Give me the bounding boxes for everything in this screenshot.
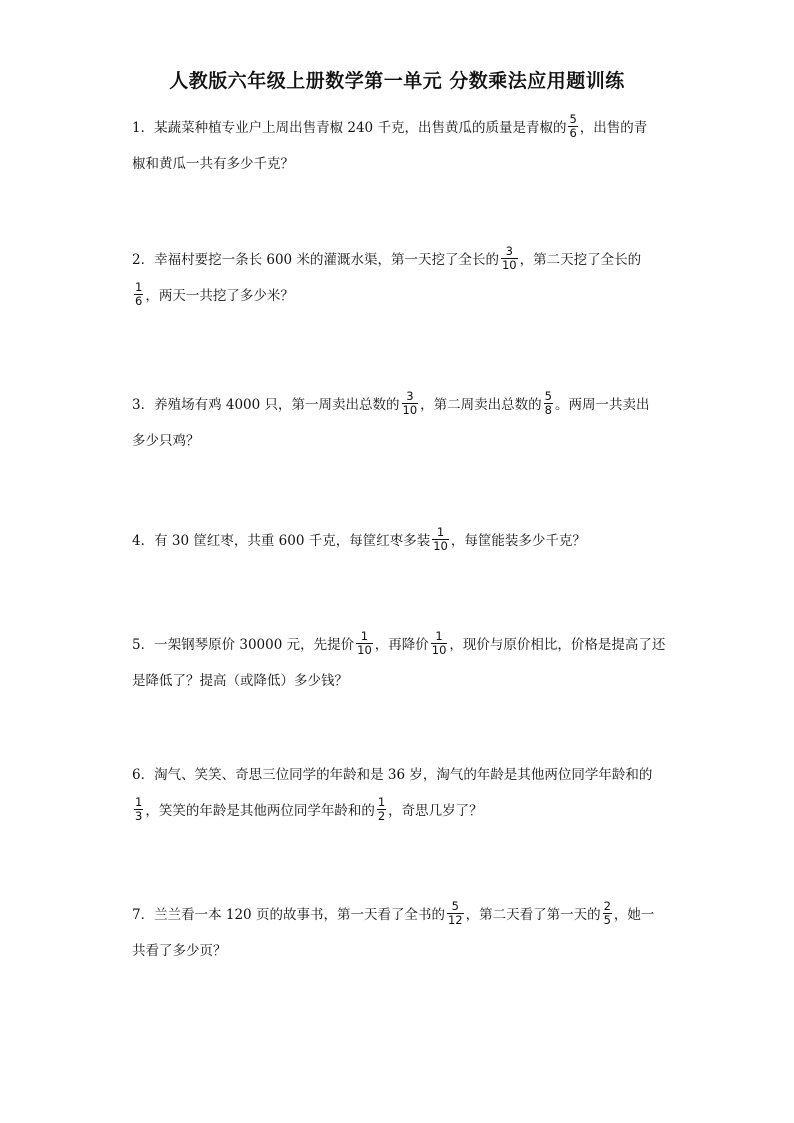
numerator: 1 — [435, 628, 443, 643]
question-text: 共看了多少页？ — [132, 943, 227, 959]
fraction — [544, 390, 553, 417]
question-text: ，出售的青 — [579, 120, 648, 136]
numerator: 5 — [544, 388, 552, 403]
question-line — [132, 144, 667, 180]
denominator: 5 — [603, 912, 611, 927]
page-title: 人教版六年级上册数学第一单元 分数乘法应用题训练 — [169, 70, 625, 92]
question-6 — [132, 755, 667, 827]
question-text: 椒和黄瓜一共有多少千克？ — [132, 156, 294, 172]
question-text: 1．某蔬菜种植专业户上周出售青椒 240 千克，出售黄瓜的质量是青椒的 — [132, 120, 567, 136]
denominator: 10 — [501, 257, 517, 272]
fraction — [431, 630, 448, 657]
question-line — [132, 421, 667, 457]
question-line — [132, 661, 667, 697]
denominator: 6 — [135, 293, 143, 308]
numerator: 2 — [603, 898, 611, 913]
numerator: 3 — [406, 388, 414, 403]
numerator: 1 — [377, 794, 386, 809]
denominator: 6 — [569, 125, 577, 140]
numerator: 5 — [569, 111, 577, 126]
fraction — [568, 113, 577, 140]
fraction — [432, 526, 449, 553]
denominator: 3 — [135, 808, 143, 823]
denominator: 10 — [431, 642, 447, 657]
question-text: 7．兰兰看一本 120 页的故事书，第一天看了全书的 — [132, 907, 445, 923]
question-line — [132, 625, 667, 661]
question-text: ，第二周卖出总数的 — [420, 397, 542, 413]
question-text: 2．幸福村要挖一条长 600 米的灌溉水渠，第一天挖了全长的 — [132, 252, 499, 268]
question-text: ，第二天挖了全长的 — [519, 252, 642, 268]
fraction — [501, 245, 518, 272]
question-text: 多少只鸡？ — [132, 433, 200, 449]
fraction — [356, 630, 373, 657]
numerator: 5 — [451, 898, 459, 913]
fraction — [603, 900, 612, 927]
denominator: 12 — [447, 912, 463, 927]
question-text: ，奇思几岁了？ — [388, 803, 483, 819]
question-line — [132, 755, 667, 791]
question-text: ，再降价 — [374, 637, 429, 653]
question-2 — [132, 240, 667, 312]
numerator: 1 — [436, 524, 445, 539]
numerator: 3 — [505, 243, 513, 258]
question-line — [132, 521, 667, 557]
question-text: ，笑笑的年龄是其他两位同学年龄和的 — [145, 803, 375, 819]
question-text: ，两天一共挖了多少米？ — [145, 288, 294, 304]
question-line — [132, 931, 667, 967]
denominator: 10 — [357, 642, 372, 657]
fraction — [134, 281, 143, 308]
question-text: ，第二天看了第一天的 — [465, 907, 601, 923]
question-text: 。两周一共卖出 — [555, 397, 650, 413]
fraction — [134, 796, 143, 823]
question-text: ，她一 — [613, 907, 655, 923]
question-text: 5．一架钢琴原价 30000 元，先提价 — [132, 637, 355, 653]
question-text: 是降低了？提高（或降低）多少钱？ — [132, 673, 348, 689]
denominator: 8 — [544, 402, 552, 417]
question-text: ，现价与原价相比，价格是提高了还 — [449, 637, 666, 653]
question-text: 3．养殖场有鸡 4000 只，第一周卖出总数的 — [132, 397, 400, 413]
fraction — [377, 796, 386, 823]
question-4 — [132, 521, 667, 557]
question-text: 6．淘气、笑笑、奇思三位同学的年龄和是 36 岁，淘气的年龄是其他两位同学年龄和的 — [132, 767, 653, 783]
denominator: 10 — [402, 402, 418, 417]
numerator: 1 — [135, 794, 143, 809]
denominator: 10 — [433, 538, 448, 553]
question-line — [132, 108, 667, 144]
question-text: ，每筐能装多少千克？ — [450, 533, 586, 549]
numerator: 1 — [360, 628, 369, 643]
question-3 — [132, 385, 667, 457]
question-5 — [132, 625, 667, 697]
fraction — [402, 390, 419, 417]
question-1 — [132, 108, 667, 180]
question-line — [132, 385, 667, 421]
denominator: 2 — [377, 808, 386, 823]
question-line — [132, 895, 667, 931]
question-text: 4．有 30 筐红枣，共重 600 千克，每筐红枣多装 — [132, 533, 431, 549]
question-line — [132, 791, 667, 827]
question-7 — [132, 895, 667, 967]
numerator: 1 — [135, 279, 143, 294]
question-line — [132, 240, 667, 276]
question-line — [132, 276, 667, 312]
fraction — [447, 900, 464, 927]
